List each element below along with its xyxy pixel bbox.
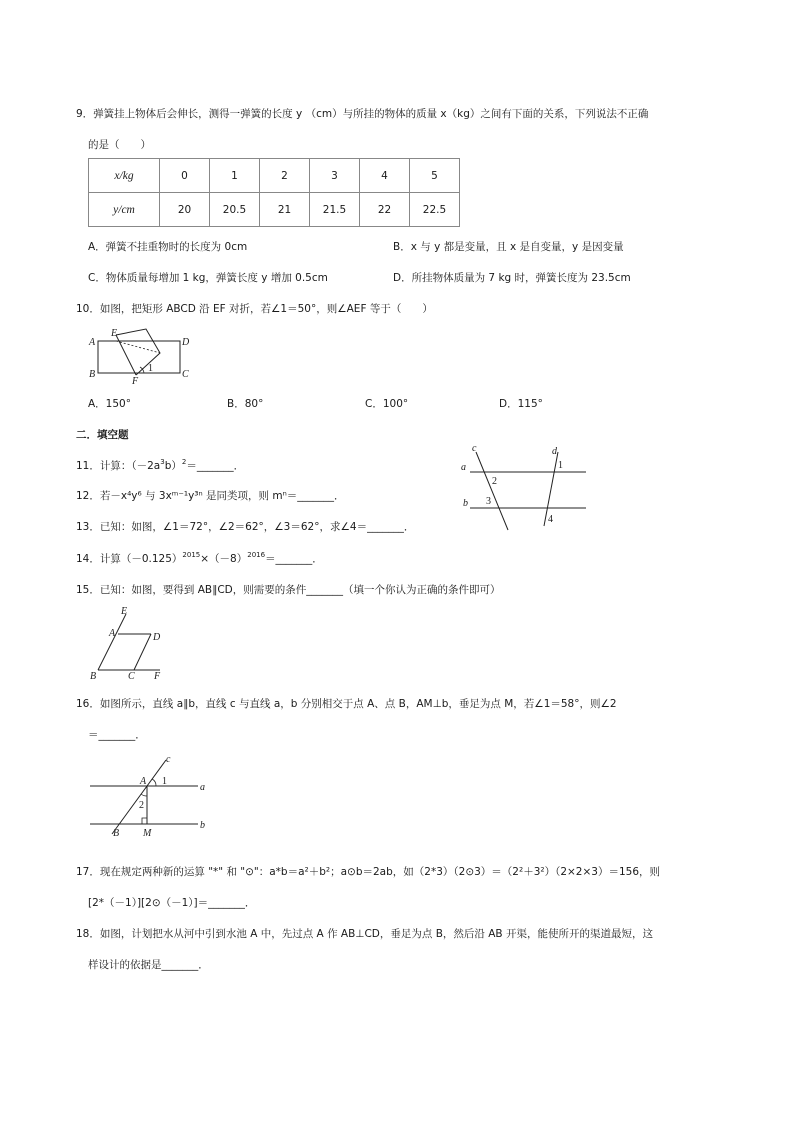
q17-stem-line2: [2*（－1）][2⊙（－1）]＝_______． (88, 897, 256, 909)
label-b: B (89, 369, 96, 380)
q10-option-d[interactable]: D．115° (499, 398, 543, 410)
right-angle-mark (142, 818, 147, 824)
label-angle-1: 1 (148, 363, 153, 374)
q16-stem-line2: ＝_______． (88, 729, 146, 741)
label-f: F (132, 376, 139, 387)
label-d: D (182, 337, 190, 348)
q10-option-a[interactable]: A．150° (88, 398, 131, 410)
table-cell: 22 (360, 193, 410, 227)
q13-figure (458, 444, 588, 530)
label-a-point: A (140, 776, 147, 787)
table-cell: 2 (260, 159, 310, 193)
table-cell: 0 (160, 159, 210, 193)
q14-exp1: 2015 (182, 551, 201, 559)
table-cell: 20 (160, 193, 210, 227)
q11-prefix: 11．计算：（－2a (76, 460, 161, 472)
q14-stem (76, 551, 323, 566)
table-cell: 21 (260, 193, 310, 227)
table-cell: 21.5 (310, 193, 360, 227)
q16-figure (86, 752, 216, 838)
label-d: d (552, 446, 557, 457)
label-d: D (153, 632, 161, 643)
q9-stem-line2: 的是（ ） (88, 139, 151, 151)
line-c (112, 760, 166, 834)
q10-figure (86, 325, 196, 385)
table-cell: 4 (360, 159, 410, 193)
q14-prefix: 14．计算（－0.125） (76, 553, 183, 565)
q9-option-c[interactable]: C．物体质量每增加 1 kg，弹簧长度 y 增加 0.5cm (88, 272, 328, 284)
q10-option-b[interactable]: B．80° (227, 398, 264, 410)
label-a-line: a (200, 782, 205, 793)
label-angle-3: 3 (486, 496, 491, 507)
rectangle-abcd (98, 341, 180, 373)
hidden-edge (116, 341, 160, 353)
q11-exp2: 2 (181, 458, 187, 466)
table-row (89, 159, 460, 193)
label-angle-4: 4 (548, 514, 553, 525)
label-c: c (472, 443, 477, 454)
q17-stem-line1: 17．现在规定两种新的运算 "*" 和 "⊙"：a*b＝a²＋b²；a⊙b＝2ab，如（2*3）（2⊙3）＝（2²＋3²）（2×2×3）＝156，则 (76, 866, 661, 878)
q11-exp1: 3 (160, 458, 165, 466)
label-c: C (128, 671, 135, 682)
label-e: E (111, 328, 118, 339)
q15-stem: 15．已知：如图，要得到 AB∥CD，则需要的条件_______（填一个你认为正确的条件即可） (76, 584, 501, 596)
q10-stem: 10．如图，把矩形 ABCD 沿 EF 对折，若∠1＝50°，则∠AEF 等于（ ） (76, 303, 433, 315)
label-b: B (90, 671, 97, 682)
q10-option-c[interactable]: C．100° (365, 398, 409, 410)
table-cell: 20.5 (210, 193, 260, 227)
label-c: C (182, 369, 189, 380)
label-a: A (109, 628, 116, 639)
q14-mid: ×（－8） (200, 553, 248, 565)
q16-stem-line1: 16．如图所示，直线 a∥b，直线 c 与直线 a，b 分别相交于点 A、点 B，AM⊥b，垂足为点 M，若∠1＝58°，则∠2 (76, 698, 617, 710)
line-cd (134, 634, 151, 670)
q18-stem-line1: 18．如图，计划把水从河中引到水池 A 中，先过点 A 作 AB⊥CD，垂足为点 B，然后沿 AB 开渠，能使所开的渠道最短，这 (76, 928, 653, 940)
angle-1-arc (152, 779, 156, 786)
q9-stem-line1: 9．弹簧挂上物体后会伸长，测得一弹簧的长度 y （cm）与所挂的物体的质量 x（kg）之间有下面的关系，下列说法不正确 (76, 108, 649, 120)
label-b-line: b (200, 820, 205, 831)
line-c (476, 452, 508, 530)
table-row (89, 193, 460, 227)
label-b: b (463, 498, 468, 509)
table-cell: 3 (310, 159, 360, 193)
label-m: M (143, 828, 152, 839)
q14-exp2: 2016 (247, 551, 266, 559)
q11-stem (76, 458, 244, 473)
label-a: A (89, 337, 96, 348)
q15-figure (88, 606, 168, 680)
label-c: c (166, 754, 171, 765)
label-angle-1: 1 (558, 460, 563, 471)
line-ef (98, 614, 126, 670)
angle-2-arc (141, 794, 147, 796)
q9-option-a[interactable]: A．弹簧不挂重物时的长度为 0cm (88, 241, 248, 253)
q18-stem-line2: 样设计的依据是_______． (88, 959, 209, 971)
q9-data-table (88, 158, 460, 227)
q9-option-b[interactable]: B．x 与 y 都是变量，且 x 是自变量，y 是因变量 (393, 241, 624, 253)
label-angle-2: 2 (139, 800, 144, 811)
label-f: F (154, 671, 161, 682)
table-cell: 1 (210, 159, 260, 193)
table-header-x: x/kg (89, 159, 160, 193)
table-cell: 5 (410, 159, 460, 193)
table-cell: 22.5 (410, 193, 460, 227)
table-header-y: y/cm (89, 193, 160, 227)
folded-part (116, 329, 160, 375)
q13-stem: 13．已知：如图，∠1＝72°，∠2＝62°，∠3＝62°，求∠4＝_______． (76, 521, 415, 533)
label-angle-2: 2 (492, 476, 497, 487)
label-angle-1: 1 (162, 776, 167, 787)
label-e: E (121, 606, 128, 617)
section-title-fill-in: 二．填空题 (76, 429, 129, 441)
q12-stem: 12．若－x⁴y⁶ 与 3xᵐ⁻¹y³ⁿ 是同类项，则 mⁿ＝_______． (76, 490, 345, 502)
label-a: a (461, 462, 466, 473)
label-b-point: B (113, 828, 120, 839)
q11-mid: b） (164, 460, 182, 472)
q9-option-d[interactable]: D．所挂物体质量为 7 kg 时，弹簧长度为 23.5cm (393, 272, 631, 284)
q14-suffix: ＝_______． (265, 553, 323, 565)
q11-suffix: ＝_______． (186, 460, 245, 472)
